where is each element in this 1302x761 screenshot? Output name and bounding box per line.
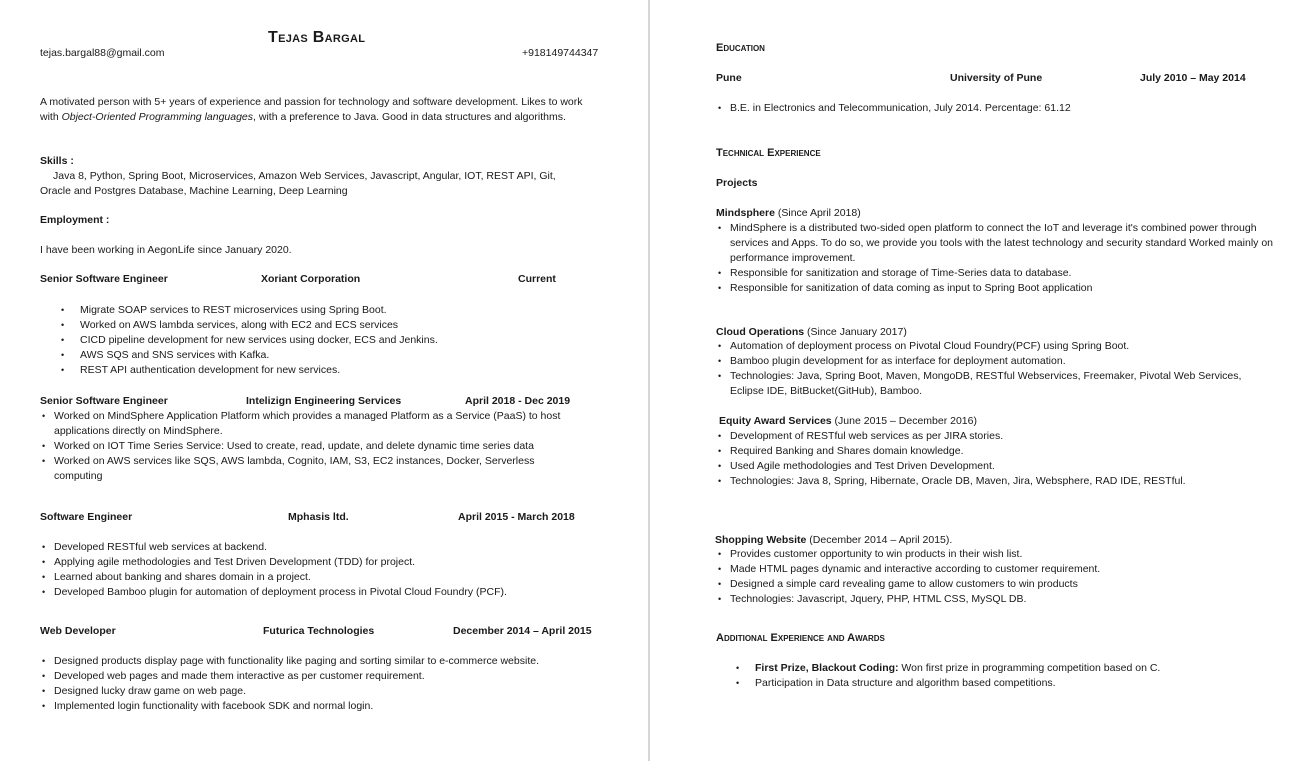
education-dates: July 2010 – May 2014 [1140, 72, 1246, 84]
summary-text: A motivated person with 5+ years of experience and passion for technology and software development. Likes to work with [40, 96, 583, 123]
candidate-name: Tejas Bargal [268, 29, 366, 46]
list-item: • Worked on AWS lambda services, along with EC2 and ECS services [61, 319, 399, 331]
bullet-dot-icon: • [718, 461, 722, 471]
job-bullets [42, 540, 614, 600]
project-title: Shopping Website (December 2014 – April 2015). [715, 534, 953, 546]
project-bullets [718, 339, 1275, 399]
job-bullets [42, 654, 614, 714]
bullet-dot-icon: • [61, 305, 65, 315]
bullet-dot-icon: • [718, 223, 722, 233]
list-item: • CICD pipeline development for new services using docker, ECS and Jenkins. [61, 334, 438, 346]
list-item: • Automation of deployment process on Pivotal Cloud Foundry(PCF) using Spring Boot. [718, 340, 1130, 352]
list-item: • Implemented login functionality with facebook SDK and normal login. [42, 700, 374, 712]
bullet-dot-icon: • [42, 656, 46, 666]
bullet-dot-icon: • [42, 686, 46, 696]
list-item: • Worked on MindSphere Application Platform which provides a managed Platform as a Service (PaaS) to host applications directly on MindSphere. [42, 410, 561, 437]
bullet-dot-icon: • [718, 564, 722, 574]
list-item: • Worked on AWS services like SQS, AWS lambda, Cognito, IAM, S3, EC2 instances, Docker, Serverless computing [42, 455, 535, 482]
list-item: • Responsible for sanitization and storage of Time-Series data to database. [718, 267, 1072, 279]
bullet-dot-icon: • [42, 542, 46, 552]
bullet-dot-icon: • [42, 411, 46, 421]
bullet-dot-icon: • [42, 572, 46, 582]
bullet-dot-icon: • [718, 431, 722, 441]
list-item: • MindSphere is a distributed two-sided open platform to connect the IoT and leverage it's combined power through services and Apps. To do so, we provide you tools with the latest technology and security standard Worked mainly on performance improvement. [718, 222, 1273, 264]
bullet-dot-icon: • [718, 341, 722, 351]
job-bullets [61, 303, 600, 378]
list-item: • Learned about banking and shares domain in a project. [42, 571, 311, 583]
summary [40, 95, 600, 125]
project-title: Mindsphere (Since April 2018) [716, 207, 861, 219]
list-item: • Bamboo plugin development for as interface for deployment automation. [718, 355, 1066, 367]
bullet-dot-icon: • [718, 356, 722, 366]
list-item: • Developed RESTful web services at backend. [42, 541, 268, 553]
resume-page-right [652, 0, 1302, 761]
bullet-dot-icon: • [718, 446, 722, 456]
list-item: • Participation in Data structure and algorithm based competitions. [736, 677, 1056, 689]
awards-heading: Additional Experience and Awards [716, 632, 885, 644]
education-heading: Education [716, 42, 765, 54]
skills-list: Java 8, Python, Spring Boot, Microservices, Amazon Web Services, Javascript, Angular, IOT, REST API, Git, Oracle and Postgres Database, Machine Learning, Deep Learning [40, 170, 556, 197]
education-city: Pune [716, 72, 742, 84]
list-item: • Developed Bamboo plugin for automation of deployment process in Pivotal Cloud Foundry (PCF). [42, 586, 507, 598]
list-item: • Developed web pages and made them interactive as per customer requirement. [42, 670, 425, 682]
list-item: • Used Agile methodologies and Test Driven Development. [718, 460, 995, 472]
bullet-dot-icon: • [718, 283, 722, 293]
bullet-dot-icon: • [718, 549, 722, 559]
projects-label: Projects [716, 177, 758, 189]
job-title: Web Developer [40, 625, 116, 637]
bullet-dot-icon: • [61, 320, 65, 330]
bullet-dot-icon: • [736, 663, 740, 673]
job-title: Software Engineer [40, 511, 133, 523]
job-dates: April 2018 - Dec 2019 [465, 395, 571, 407]
education-university: University of Pune [950, 72, 1043, 84]
list-item: • Worked on IOT Time Series Service: Used to create, read, update, and delete dynamic time series data [42, 440, 534, 452]
job-title: Senior Software Engineer [40, 395, 168, 407]
page-divider [648, 0, 650, 761]
bullet-dot-icon: • [718, 476, 722, 486]
job-company: Xoriant Corporation [261, 273, 361, 285]
project-bullets [718, 547, 1275, 607]
project-bullets [718, 429, 1275, 489]
job-company: Intelizign Engineering Services [246, 395, 402, 407]
employment-heading: Employment : [40, 214, 110, 226]
education-bullets [718, 101, 1270, 116]
list-item: • Designed a simple card revealing game to allow customers to win products [718, 578, 1078, 590]
bullet-dot-icon: • [42, 557, 46, 567]
list-item: • Designed lucky draw game on web page. [42, 685, 247, 697]
bullet-dot-icon: • [42, 587, 46, 597]
bullet-dot-icon: • [718, 103, 722, 113]
summary-italic: Object-Oriented Programming languages [61, 111, 254, 123]
list-item: • Provides customer opportunity to win products in their wish list. [718, 548, 1023, 560]
list-item: • REST API authentication development for new services. [61, 364, 341, 376]
bullet-dot-icon: • [42, 671, 46, 681]
list-item: • Required Banking and Shares domain knowledge. [718, 445, 964, 457]
email: tejas.bargal88@gmail.com [40, 47, 165, 59]
skills-heading: Skills : [40, 155, 74, 167]
phone: +918149744347 [522, 47, 599, 59]
list-item: • Made HTML pages dynamic and interactive according to customer requirement. [718, 563, 1101, 575]
awards-list [736, 661, 1275, 691]
list-item: • First Prize, Blackout Coding: Won first prize in programming competition based on C. [736, 662, 1161, 674]
list-item: • Technologies: Javascript, Jquery, PHP, HTML CSS, MySQL DB. [718, 593, 1027, 605]
project-title: Cloud Operations (Since January 2017) [716, 326, 907, 338]
list-item: • Technologies: Java 8, Spring, Hibernate, Oracle DB, Maven, Jira, Websphere, RAD IDE, RESTful. [718, 475, 1186, 487]
job-title: Senior Software Engineer [40, 273, 168, 285]
bullet-dot-icon: • [42, 456, 46, 466]
job-bullets [42, 409, 594, 484]
bullet-dot-icon: • [61, 335, 65, 345]
resume-page-left [0, 0, 648, 761]
bullet-dot-icon: • [718, 371, 722, 381]
list-item: • Migrate SOAP services to REST microservices using Spring Boot. [61, 304, 387, 316]
list-item: • Technologies: Java, Spring Boot, Maven, MongoDB, RESTful Webservices, Freemaker, Pivotal Web Services, Eclipse IDE, BitBucket(GitHub), Bamboo. [718, 370, 1242, 397]
bullet-dot-icon: • [42, 441, 46, 451]
list-item: • Development of RESTful web services as per JIRA stories. [718, 430, 1004, 442]
job-dates: December 2014 – April 2015 [453, 625, 592, 637]
technical-heading: Technical Experience [716, 147, 821, 159]
employment-intro: I have been working in AegonLife since January 2020. [40, 244, 292, 256]
bullet-dot-icon: • [736, 678, 740, 688]
list-item: • Applying agile methodologies and Test Driven Development (TDD) for project. [42, 556, 416, 568]
job-company: Mphasis ltd. [288, 511, 349, 523]
project-title: Equity Award Services (June 2015 – December 2016) [719, 415, 977, 427]
project-bullets [718, 221, 1275, 296]
bullet-dot-icon: • [718, 594, 722, 604]
bullet-dot-icon: • [61, 365, 65, 375]
list-item: • AWS SQS and SNS services with Kafka. [61, 349, 270, 361]
job-dates: April 2015 - March 2018 [458, 511, 575, 523]
list-item: • Designed products display page with functionality like paging and sorting similar to e-commerce website. [42, 655, 539, 667]
summary-text-end: , with a preference to Java. Good in data structures and algorithms. [253, 111, 566, 123]
list-item: • B.E. in Electronics and Telecommunication, July 2014. Percentage: 61.12 [718, 102, 1071, 114]
bullet-dot-icon: • [718, 579, 722, 589]
job-dates: Current [518, 273, 556, 285]
list-item: • Responsible for sanitization of data coming as input to Spring Boot application [718, 282, 1093, 294]
bullet-dot-icon: • [42, 701, 46, 711]
bullet-dot-icon: • [61, 350, 65, 360]
bullet-dot-icon: • [718, 268, 722, 278]
job-company: Futurica Technologies [263, 625, 375, 637]
